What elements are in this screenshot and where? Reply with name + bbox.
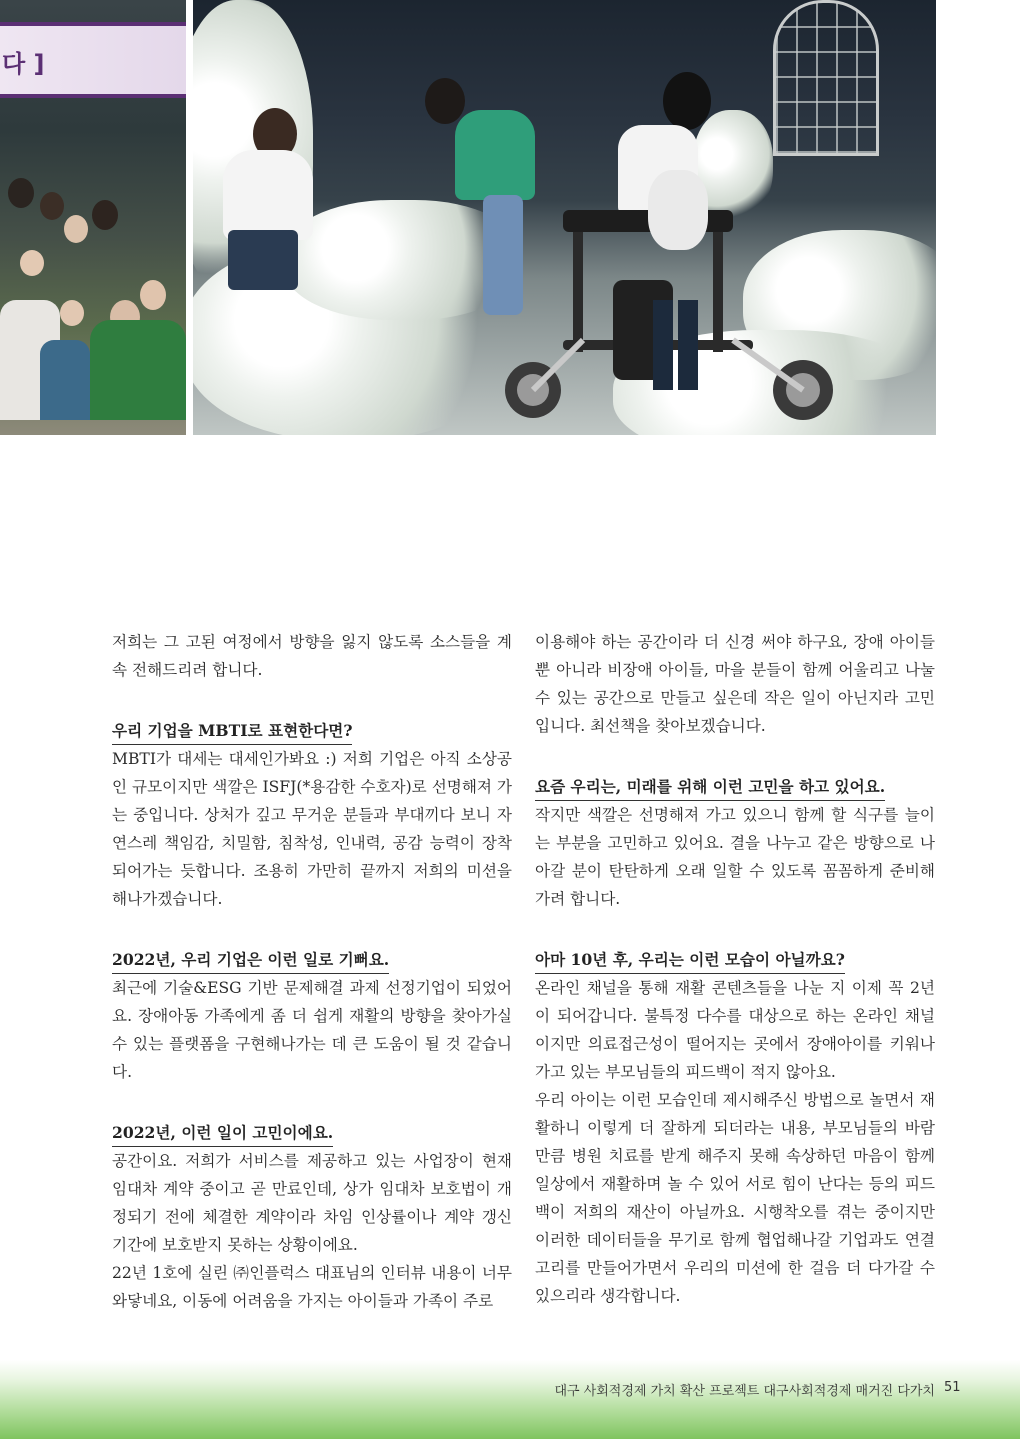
section-heading-ten-years: 아마 10년 후, 우리는 이런 모습이 아닐까요?: [535, 947, 845, 974]
space-paragraph: 이용해야 하는 공간이라 더 신경 써야 하구요, 장애 아이들뿐 아니라 비장애 아이들, 마을 분들이 함께 어울리고 나눌 수 있는 공간으로 만들고 싶은데 작은 일이 아닌지라 고민입니다. 최선책을 찾아보겠습니다.: [535, 633, 935, 735]
section-heading-joy: 2022년, 우리 기업은 이런 일로 기뻐요.: [112, 947, 389, 974]
left-text-column: [112, 628, 512, 1315]
concern-paragraph: 공간이요. 저희가 서비스를 제공하고 있는 사업장이 현재 임대차 계약 중이고 곧 만료인데, 상가 임대차 보호법이 개정되기 전에 체결한 계약이라 차임 인상률이나 계약 갱신 기간에 보호받지 못하는 상황이에요.: [112, 1152, 512, 1254]
intro-paragraph: 저희는 그 고된 여정에서 방향을 잃지 않도록 소스들을 계속 전해드리려 합니다.: [112, 633, 512, 679]
arched-window: [773, 0, 879, 156]
concern-paragraph-continued: 22년 1호에 실린 ㈜인플럭스 대표님의 인터뷰 내용이 너무 와닿네요, 이동에 어려움을 가지는 아이들과 가족이 주로: [112, 1264, 512, 1310]
right-text-column: [535, 628, 935, 1310]
runway-photo: [193, 0, 936, 435]
page-number: 51: [944, 1380, 961, 1395]
group-photo: [0, 0, 186, 435]
footer-caption: 대구 사회적경제 가치 확산 프로젝트 대구사회적경제 매거진 다가치: [554, 1384, 935, 1399]
section-heading-mbti: 우리 기업을 MBTI로 표현한다면?: [112, 718, 352, 745]
section-heading-concern: 2022년, 이런 일이 고민이에요.: [112, 1120, 333, 1147]
banner-text: 다 ]: [2, 50, 45, 78]
section-heading-future: 요즘 우리는, 미래를 위해 이런 고민을 하고 있어요.: [535, 774, 885, 801]
footer-band: [0, 1360, 1020, 1439]
future-paragraph: 작지만 색깔은 선명해져 가고 있으니 함께 할 식구를 늘이는 부분을 고민하고 있어요. 결을 나누고 같은 방향으로 나아갈 분이 탄탄하게 오래 일할 수 있도록 꼼꼼하게 준비해 가려 합니다.: [535, 806, 935, 908]
feedback-paragraph: 우리 아이는 이런 모습인데 제시해주신 방법으로 놀면서 재활하니 이렇게 더 잘하게 되더라는 내용, 부모님들의 바람만큼 병원 치료를 받게 해주지 못해 속상하던 마음이 함께 일상에서 재활하며 놀 수 있어 서로 힘이 난다는 등의 피드백이 저희의 재산이 아닐까요. 시행착오를 겪는 중이지만 이러한 데이터들을 무기로 함께 협업해나갈 기업과도 연결고리를 만들어가면서 우리의 미션에 한 걸음 더 다가갈 수 있으리라 생각합니다.: [535, 1091, 935, 1305]
mbti-paragraph: MBTI가 대세는 대세인가봐요 :) 저희 기업은 아직 소상공인 규모이지만 색깔은 ISFJ(*용감한 수호자)로 선명해져 가는 중입니다. 상처가 깊고 무거운 분들과 부대끼다 보니 자연스레 책임감, 치밀함, 침착성, 인내력, 공감 능력이 장착되어가는 듯합니다. 조용히 가만히 끝까지 저희의 미션을 해나가겠습니다.: [112, 750, 512, 908]
event-banner: [0, 22, 186, 98]
ten-years-paragraph: 온라인 채널을 통해 재활 콘텐츠들을 나눈 지 이제 꼭 2년이 되어갑니다. 불특정 다수를 대상으로 하는 온라인 채널이지만 의료접근성이 떨어지는 곳에서 장애아이를 키워나가고 있는 부모님들의 피드백이 적지 않아요.: [535, 979, 935, 1081]
joy-paragraph: 최근에 기술&ESG 기반 문제해결 과제 선정기업이 되었어요. 장애아동 가족에게 좀 더 쉽게 재활의 방향을 찾아가실 수 있는 플랫폼을 구현해나가는 데 큰 도움이 될 것 같습니다.: [112, 979, 512, 1081]
